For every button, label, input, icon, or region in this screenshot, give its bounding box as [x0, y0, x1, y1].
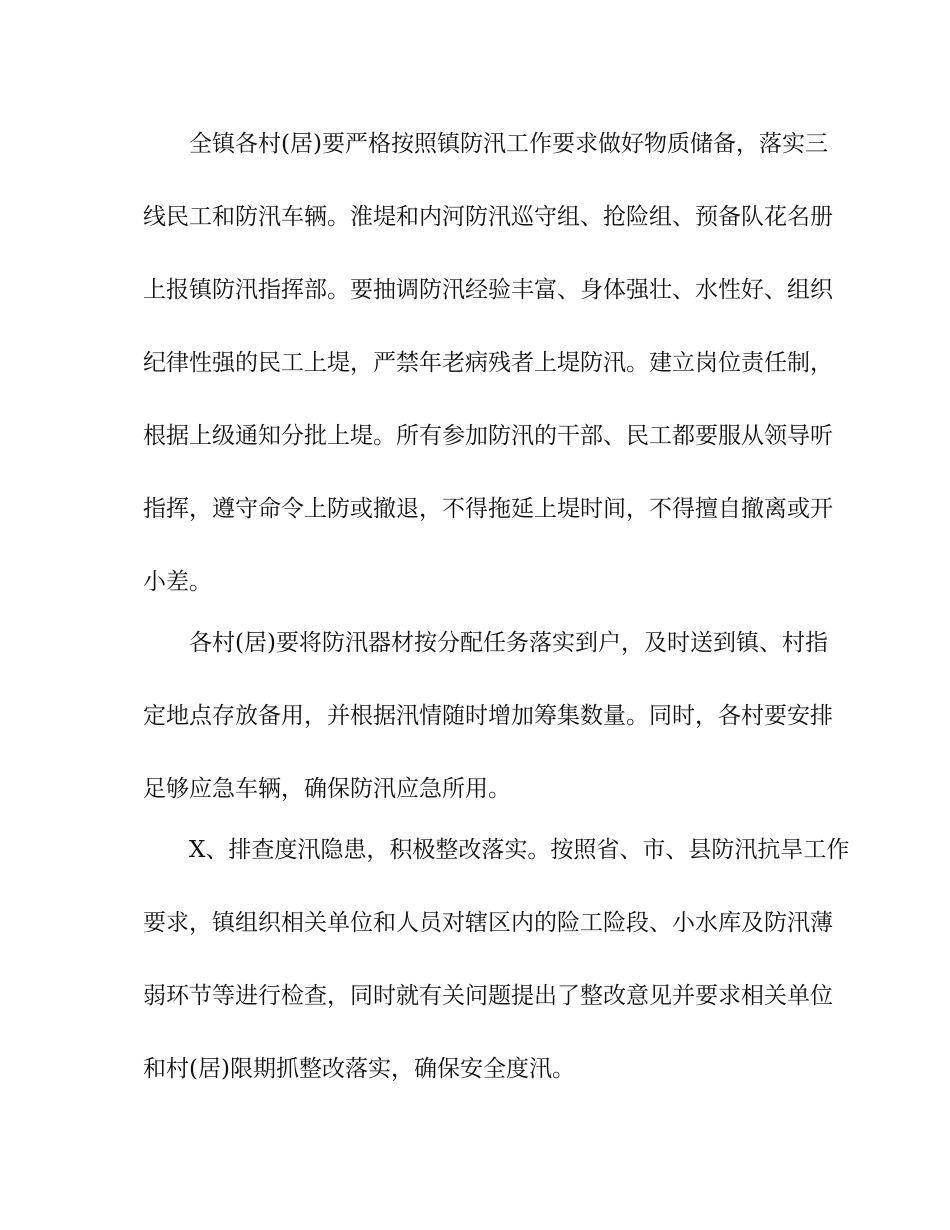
paragraph-line: 各村(居)要将防汛器材按分配任务落实到户，及时送到镇、村指 — [189, 630, 828, 656]
paragraph-line: 上报镇防汛指挥部。要抽调防汛经验丰富、身体强壮、水性好、组织 — [143, 277, 833, 303]
paragraph-line: 根据上级通知分批上堤。所有参加防汛的干部、民工都要服从领导听 — [143, 423, 833, 449]
paragraph-line: 弱环节等进行检查，同时就有关问题提出了整改意见并要求相关单位 — [143, 983, 833, 1009]
document-body — [143, 108, 850, 1106]
paragraph-line: 全镇各村(居)要严格按照镇防汛工作要求做好物质储备，落实三 — [189, 131, 828, 157]
paragraph-line: 和村(居)限期抓整改落实，确保安全度汛。 — [143, 1056, 575, 1082]
paragraph-line: 小差。 — [143, 569, 212, 595]
paragraph-line: X、排查度汛隐患，积极整改落实。按照省、市、县防汛抗旱工作 — [189, 837, 850, 863]
paragraph-line: 足够应急车辆，确保防汛应急所用。 — [143, 776, 511, 802]
paragraph-line: 纪律性强的民工上堤，严禁年老病残者上堤防汛。建立岗位责任制， — [143, 350, 833, 376]
paragraph-equipment — [143, 607, 833, 826]
paragraph-hazard-check — [143, 814, 850, 1106]
paragraph-line: 指挥，遵守命令上防或撤退，不得拖延上堤时间，不得擅自撤离或开 — [143, 496, 833, 522]
paragraph-line: 要求，镇组织相关单位和人员对辖区内的险工险段、小水库及防汛薄 — [143, 910, 833, 936]
paragraph-line: 线民工和防汛车辆。淮堤和内河防汛巡守组、抢险组、预备队花名册 — [143, 204, 833, 230]
paragraph-material-reserve — [143, 108, 833, 619]
paragraph-line: 定地点存放备用，并根据汛情随时增加筹集数量。同时，各村要安排 — [143, 703, 833, 729]
